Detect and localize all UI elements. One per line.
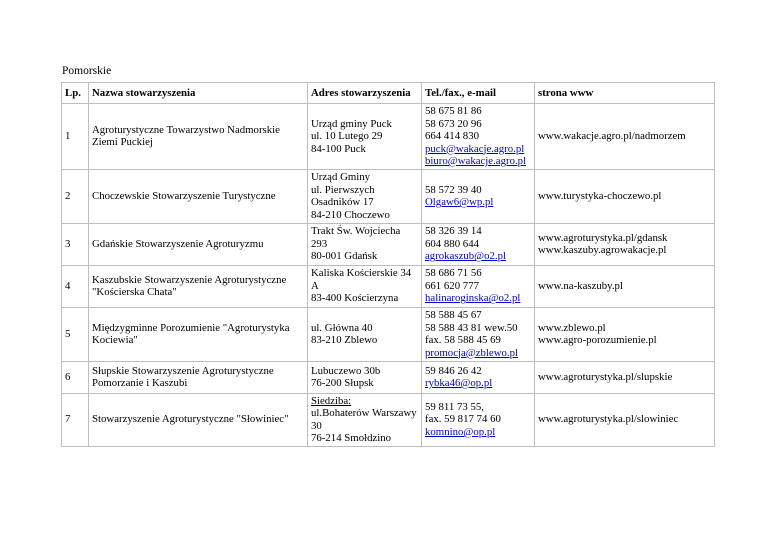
row-number: 2	[62, 169, 89, 223]
name-line: Kaszubskie Stowarzyszenie Agroturystyczne	[92, 273, 287, 286]
row-number: 6	[62, 361, 89, 393]
website-link[interactable]: www.wakacje.agro.pl/nadmorzem	[538, 130, 686, 142]
address-line: 84-210 Choczewo	[311, 208, 390, 221]
address-line: Lubuczewo 30b	[311, 364, 381, 377]
association-name	[89, 169, 308, 223]
address-line: 84-100 Puck	[311, 142, 366, 155]
association-name	[89, 307, 308, 361]
association-contact	[422, 393, 535, 446]
phone-line: 58 572 39 40	[425, 183, 482, 196]
association-address	[308, 393, 422, 446]
phone-line: fax. 59 817 74 60	[425, 413, 501, 426]
phone-line: 58 588 43 81 wew.50	[425, 321, 518, 334]
website-link[interactable]: www.zblewo.pl	[538, 321, 606, 334]
association-contact	[422, 223, 535, 265]
phone-line: 58 588 45 67	[425, 309, 482, 321]
row-number: 5	[62, 307, 89, 361]
website-link[interactable]: www.agro-porozumienie.pl	[538, 334, 657, 346]
table-row	[62, 361, 715, 393]
phone-line: 661 620 777	[425, 279, 479, 292]
row-number: 3	[62, 223, 89, 265]
address-line: A	[311, 279, 319, 292]
name-line: Ziemi Puckiej	[92, 136, 153, 149]
address-line: 80-001 Gdańsk	[311, 250, 378, 263]
table-row	[62, 265, 715, 307]
association-address	[308, 307, 422, 361]
association-website	[535, 393, 715, 446]
address-line: 293	[311, 237, 328, 250]
address-line: Urząd Gminy	[311, 171, 371, 183]
header-name: Nazwa stowarzyszenia	[89, 83, 308, 104]
header-lp: Lp.	[62, 83, 89, 104]
association-name	[89, 104, 308, 170]
row-number: 7	[62, 393, 89, 446]
phone-line: 58 686 71 56	[425, 267, 482, 280]
email-link[interactable]: rybka46@op.pl	[425, 377, 493, 389]
phone-line: 58 675 81 86	[425, 105, 482, 117]
phone-line: 59 846 26 42	[425, 364, 482, 377]
header-row	[62, 83, 715, 104]
phone-line: 664 414 830	[425, 130, 479, 142]
address-line: ul. 10 Lutego 29	[311, 130, 383, 142]
association-contact	[422, 361, 535, 393]
table-row	[62, 223, 715, 265]
association-address	[308, 361, 422, 393]
name-line: Słupskie Stowarzyszenie Agroturystyczne	[92, 364, 274, 377]
header-address: Adres stowarzyszenia	[308, 83, 422, 104]
association-name	[89, 223, 308, 265]
address-line: 30	[311, 419, 322, 432]
address-line: Urząd gminy Puck	[311, 117, 392, 130]
association-contact	[422, 169, 535, 223]
phone-line: fax. 58 588 45 69	[425, 334, 501, 346]
association-address	[308, 169, 422, 223]
website-link[interactable]: www.turystyka-choczewo.pl	[538, 189, 662, 202]
header-contact: Tel./fax., e-mail	[422, 83, 535, 104]
address-line: Trakt Św. Wojciecha	[311, 225, 401, 238]
website-link[interactable]: www.agroturystyka.pl/slupskie	[538, 370, 673, 383]
association-name	[89, 361, 308, 393]
association-name	[89, 393, 308, 446]
region-title: Pomorskie	[62, 65, 112, 77]
name-line: Kociewia"	[92, 334, 138, 346]
address-line: ul. Główna 40	[311, 321, 373, 334]
table-row	[62, 393, 715, 446]
website-link[interactable]: www.agroturystyka.pl/slowiniec	[538, 413, 679, 426]
table-row	[62, 307, 715, 361]
email-link[interactable]: puck@wakacje.agro.pl	[425, 142, 525, 155]
association-website	[535, 104, 715, 170]
website-link[interactable]: www.kaszuby.agrowakacje.pl	[538, 244, 667, 256]
address-line: 83-400 Kościerzyna	[311, 292, 399, 305]
name-line: "Kościerska Chata"	[92, 286, 177, 298]
association-website	[535, 223, 715, 265]
name-line: Choczewskie Stowarzyszenie Turystyczne	[92, 189, 276, 202]
website-link[interactable]: www.na-kaszuby.pl	[538, 279, 623, 292]
email-link[interactable]: agrokaszub@o2.pl	[425, 250, 507, 263]
website-link[interactable]: www.agroturystyka.pl/gdansk	[538, 231, 668, 244]
association-website	[535, 361, 715, 393]
email-link[interactable]: komnino@op.pl	[425, 425, 496, 438]
address-line: ul.Bohaterów Warszawy	[311, 407, 417, 419]
association-contact	[422, 104, 535, 170]
address-line: 76-214 Smołdzino	[311, 432, 392, 444]
address-line: Kaliska Kościerskie 34	[311, 267, 412, 280]
email-link[interactable]: biuro@wakacje.agro.pl	[425, 155, 527, 167]
table-row	[62, 104, 715, 170]
association-name	[89, 265, 308, 307]
name-line: Stowarzyszenie Agroturystyczne "Słowiniec"	[92, 413, 289, 426]
association-website	[535, 265, 715, 307]
association-contact	[422, 265, 535, 307]
name-line: Gdańskie Stowarzyszenie Agroturyzmu	[92, 237, 264, 250]
name-line: Międzygminne Porozumienie "Agroturystyka	[92, 321, 290, 334]
row-number: 1	[62, 104, 89, 170]
phone-line: 58 673 20 96	[425, 117, 482, 130]
association-contact	[422, 307, 535, 361]
table-row	[62, 169, 715, 223]
address-line: ul. Pierwszych	[311, 183, 375, 196]
association-address	[308, 104, 422, 170]
email-link[interactable]: promocja@zblewo.pl	[425, 346, 518, 359]
associations-table	[61, 82, 715, 447]
phone-line: 58 326 39 14	[425, 225, 482, 238]
address-line: 83-210 Zblewo	[311, 334, 378, 346]
name-line: Pomorzanie i Kaszubi	[92, 377, 188, 389]
email-link[interactable]: Olgaw6@wp.pl	[425, 196, 494, 208]
address-line: 76-200 Słupsk	[311, 377, 374, 389]
header-www: strona www	[535, 83, 715, 104]
association-website	[535, 169, 715, 223]
association-address	[308, 265, 422, 307]
row-number: 4	[62, 265, 89, 307]
address-line: Osadników 17	[311, 196, 374, 208]
address-line: Siedziba:	[311, 394, 352, 407]
email-link[interactable]: halinaroginska@o2.pl	[425, 292, 521, 305]
association-website	[535, 307, 715, 361]
phone-line: 604 880 644	[425, 237, 479, 250]
phone-line: 59 811 73 55,	[425, 400, 484, 413]
name-line: Agroturystyczne Towarzystwo Nadmorskie	[92, 123, 280, 136]
association-address	[308, 223, 422, 265]
